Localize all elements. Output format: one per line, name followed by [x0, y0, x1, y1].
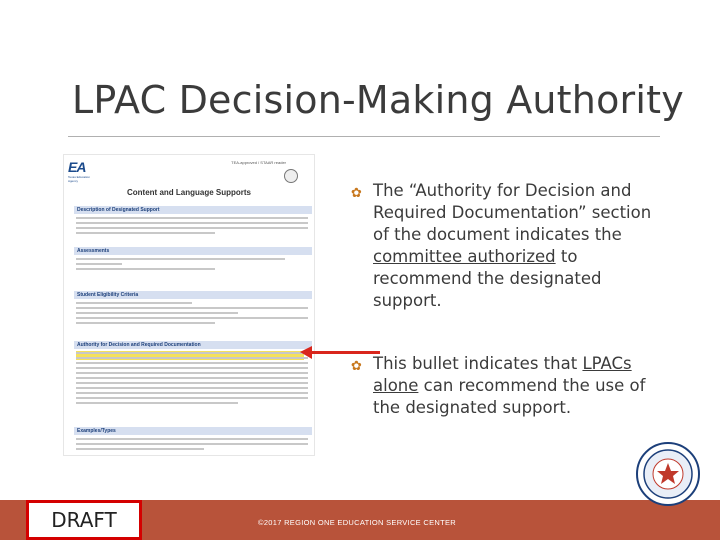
doc-section-header: Description of Designated Support	[74, 206, 312, 214]
doc-text-block	[76, 217, 308, 237]
copyright-text: ©2017 REGION ONE EDUCATION SERVICE CENTER	[258, 518, 457, 527]
doc-top-note: TEA-approved / STAAR reader	[231, 160, 286, 165]
document-thumbnail	[64, 155, 314, 455]
doc-section-header: Assessments	[74, 247, 312, 255]
bullet-line: of the document indicates the	[373, 225, 622, 244]
bullet-line: committee authorized to	[373, 247, 578, 266]
doc-section-header-authority: Authority for Decision and Required Documentation	[74, 341, 312, 349]
committee-authorized-text: committee authorized	[373, 247, 556, 266]
doc-section-header: Examples/Types	[74, 427, 312, 435]
leaf-bullet-icon: ✿	[351, 359, 362, 374]
lpacs-text: LPACs	[582, 354, 632, 373]
leaf-bullet-icon: ✿	[351, 186, 362, 201]
doc-heading: Content and Language Supports	[127, 188, 251, 197]
title-divider	[68, 136, 660, 137]
doc-text-block	[76, 302, 308, 327]
arrow-head-icon	[300, 346, 312, 359]
bullet-lpacs	[351, 353, 663, 419]
slide-title: LPAC Decision-Making Authority	[72, 78, 684, 122]
alone-text: alone	[373, 376, 419, 395]
doc-text-block	[76, 352, 308, 407]
bullet-line: Required Documentation” section	[373, 203, 652, 222]
doc-text-block	[76, 258, 308, 273]
bullet-line: the designated support.	[373, 398, 572, 417]
bullet-line: recommend the designated	[373, 269, 602, 288]
bullet-line: The “Authority for Decision and	[373, 181, 632, 200]
bullet-line: support.	[373, 291, 442, 310]
bullet-authority	[351, 180, 663, 312]
tea-logo: EA Texas Education Agency	[68, 159, 91, 183]
draft-label: DRAFT	[26, 500, 142, 540]
doc-seal-icon	[284, 169, 298, 183]
doc-text-block	[76, 438, 308, 453]
pointer-arrow	[310, 351, 380, 354]
region-one-seal-icon	[636, 442, 700, 506]
bullet-line: This bullet indicates that LPACs	[373, 354, 632, 373]
bullet-line: alone can recommend the use of	[373, 376, 646, 395]
doc-section-header: Student Eligibility Criteria	[74, 291, 312, 299]
